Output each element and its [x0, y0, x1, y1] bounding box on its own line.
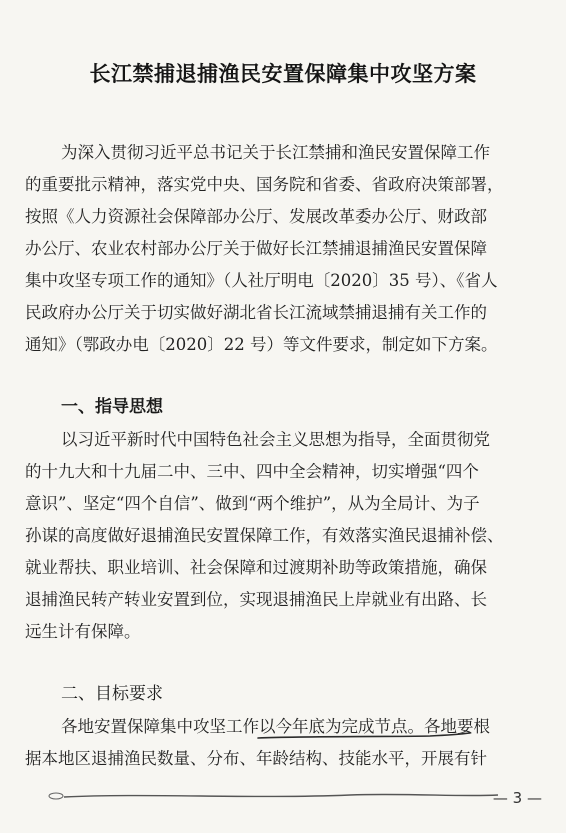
section1-line: 孙谋的高度做好退捕渔民安置保障工作，有效落实渔民退捕补偿、 — [25, 526, 504, 545]
intro-line: 按照《人力资源社会保障部办公厅、发展改革委办公厅、财政部 — [25, 207, 487, 226]
intro-line: 集中攻坚专项工作的通知》（人社厅明电〔2020〕35 号）、《省人 — [25, 271, 498, 290]
footer-rule — [30, 787, 500, 807]
section2-line: 各地安置保障集中攻坚工作以今年底为完成节点。各地要根 — [61, 717, 490, 736]
section1-line: 远生计有保障。 — [25, 622, 141, 641]
section1-line: 的十九大和十九届二中、三中、四中全会精神，切实增强“四个 — [25, 462, 479, 481]
section1-line: 意识”、坚定“四个自信”、做到“两个维护”，从为全局计、为子 — [25, 494, 480, 513]
section-heading-goals: 二、目标要求 — [61, 684, 163, 704]
intro-line: 通知》（鄂政办电〔2020〕22 号）等文件要求，制定如下方案。 — [25, 335, 498, 354]
section1-line: 退捕渔民转产转业安置到位，实现退捕渔民上岸就业有出路、长 — [25, 590, 487, 609]
page-number: — 3 — — [492, 789, 542, 807]
section-heading-guiding-ideology: 一、指导思想 — [61, 397, 163, 417]
intro-line: 办公厅、农业农村部办公厅关于做好长江禁捕退捕渔民安置保障 — [25, 239, 487, 258]
intro-line: 的重要批示精神，落实党中央、国务院和省委、省政府决策部署， — [25, 175, 504, 194]
section1-line: 以习近平新时代中国特色社会主义思想为指导，全面贯彻党 — [61, 430, 490, 449]
section2-line: 据本地区退捕渔民数量、分布、年龄结构、技能水平，开展有针 — [25, 749, 487, 768]
intro-line: 民政府办公厅关于切实做好湖北省长江流域禁捕退捕有关工作的 — [25, 303, 487, 322]
section1-line: 就业帮扶、职业培训、社会保障和过渡期补助等政策措施，确保 — [25, 558, 487, 577]
document-title: 长江禁捕退捕渔民安置保障集中攻坚方案 — [89, 61, 477, 86]
intro-line: 为深入贯彻习近平总书记关于长江禁捕和渔民安置保障工作 — [61, 143, 490, 162]
